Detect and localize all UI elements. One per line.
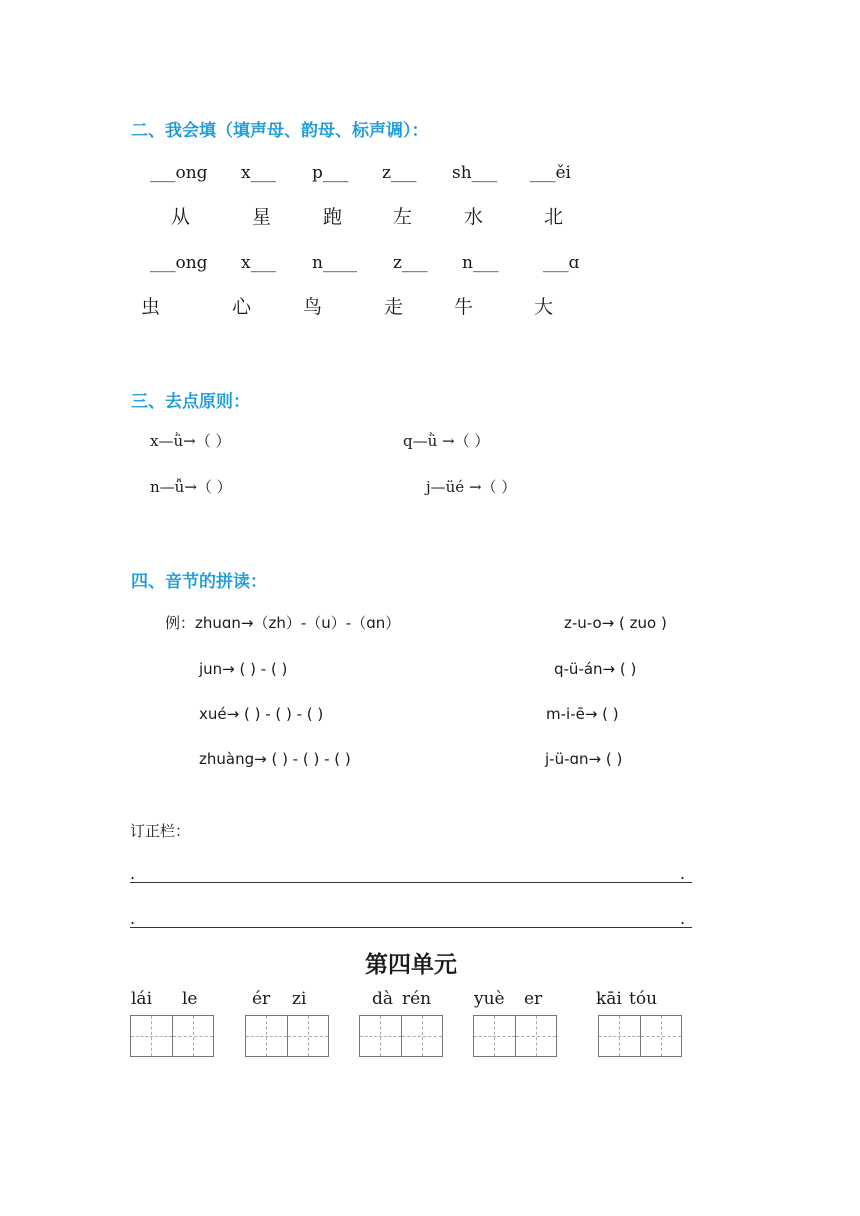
hanzi-row-2 (0, 292, 860, 322)
pinyin: er (524, 989, 543, 1009)
fill-blank[interactable]: z___ (393, 253, 428, 273)
fill-blank[interactable]: n____ (312, 253, 357, 273)
pinyin: dà (372, 989, 394, 1009)
spell-item[interactable]: j-ü-ɑn→ ( ) (545, 750, 623, 768)
fill-blank[interactable]: p___ (312, 163, 349, 183)
pinyin: le (182, 989, 198, 1009)
spell-example: 例：zhuɑn→（zh）-（u）-（ɑn） (165, 614, 401, 632)
fill-blank[interactable]: x___ (241, 253, 277, 273)
writing-grid[interactable] (598, 1015, 682, 1057)
hanzi: 大 (534, 296, 554, 318)
pinyin: rén (402, 989, 432, 1009)
spell-item[interactable]: xué→ ( ) - ( ) - ( ) (199, 705, 324, 723)
line-dot: . (680, 864, 686, 883)
fill-blank[interactable]: x___ (241, 163, 277, 183)
section2-heading: 二、我会填（填声母、韵母、标声调）： (131, 121, 429, 141)
pinyin: ér (252, 989, 271, 1009)
dot-rule-item[interactable]: q—ǜ →（ ） (403, 432, 490, 450)
fill-blank[interactable]: ___ěi (530, 163, 571, 183)
fill-blank[interactable]: ___ɑ (543, 253, 580, 273)
fill-row-1 (0, 158, 860, 188)
dot-rule-item[interactable]: x—ǜ→（ ） (150, 432, 231, 450)
hanzi: 左 (393, 206, 413, 228)
pinyin: zi (292, 989, 307, 1009)
writing-grid[interactable] (359, 1015, 443, 1057)
dot-rule-row-2 (0, 472, 860, 502)
hanzi: 星 (252, 206, 272, 228)
pinyin: kāi (596, 989, 622, 1009)
hanzi: 牛 (454, 296, 474, 318)
hanzi: 鸟 (303, 296, 323, 318)
hanzi: 从 (171, 206, 191, 228)
section3-heading: 三、去点原则： (131, 392, 250, 412)
spell-example-right: z-u-o→ ( zuo ) (564, 614, 667, 632)
spell-row-2 (0, 699, 860, 729)
pinyin: tóu (629, 989, 658, 1009)
fill-blank[interactable]: z___ (382, 163, 417, 183)
pinyin-row (0, 988, 860, 1010)
hanzi: 水 (464, 206, 484, 228)
line-dot: . (130, 909, 136, 928)
section4-heading: 四、音节的拼读： (131, 572, 267, 592)
unit-title: 第四单元 (365, 952, 457, 978)
correction-line-1[interactable] (130, 882, 692, 883)
correction-label: 订正栏： (130, 822, 191, 840)
writing-grid[interactable] (245, 1015, 329, 1057)
dot-rule-item[interactable]: n—ǚ→（ ） (150, 478, 232, 496)
spell-item[interactable]: m-i-ē→ ( ) (546, 705, 619, 723)
dot-rule-item[interactable]: j—üé →（ ） (426, 478, 517, 496)
spell-item[interactable]: jun→ ( ) - ( ) (199, 660, 288, 678)
hanzi: 跑 (323, 206, 343, 228)
fill-row-2 (0, 248, 860, 278)
spell-row-1 (0, 654, 860, 684)
dot-rule-row-1 (0, 426, 860, 456)
fill-blank[interactable]: sh___ (452, 163, 498, 183)
hanzi: 虫 (141, 296, 161, 318)
spell-item[interactable]: zhuàng→ ( ) - ( ) - ( ) (199, 750, 351, 768)
fill-blank[interactable]: ___ong (150, 163, 208, 183)
hanzi: 心 (232, 296, 252, 318)
writing-grid[interactable] (473, 1015, 557, 1057)
correction-line-2[interactable] (130, 927, 692, 928)
pinyin: yuè (474, 989, 505, 1009)
spell-item[interactable]: q-ü-án→ ( ) (554, 660, 637, 678)
fill-blank[interactable]: n___ (462, 253, 499, 273)
hanzi-row-1 (0, 202, 860, 232)
fill-blank[interactable]: ___ong (150, 253, 208, 273)
writing-grid[interactable] (130, 1015, 214, 1057)
spell-example-row (0, 608, 860, 638)
line-dot: . (680, 909, 686, 928)
hanzi: 北 (544, 206, 564, 228)
hanzi: 走 (384, 296, 404, 318)
spell-row-3 (0, 744, 860, 774)
pinyin: lái (131, 989, 153, 1009)
line-dot: . (130, 864, 136, 883)
